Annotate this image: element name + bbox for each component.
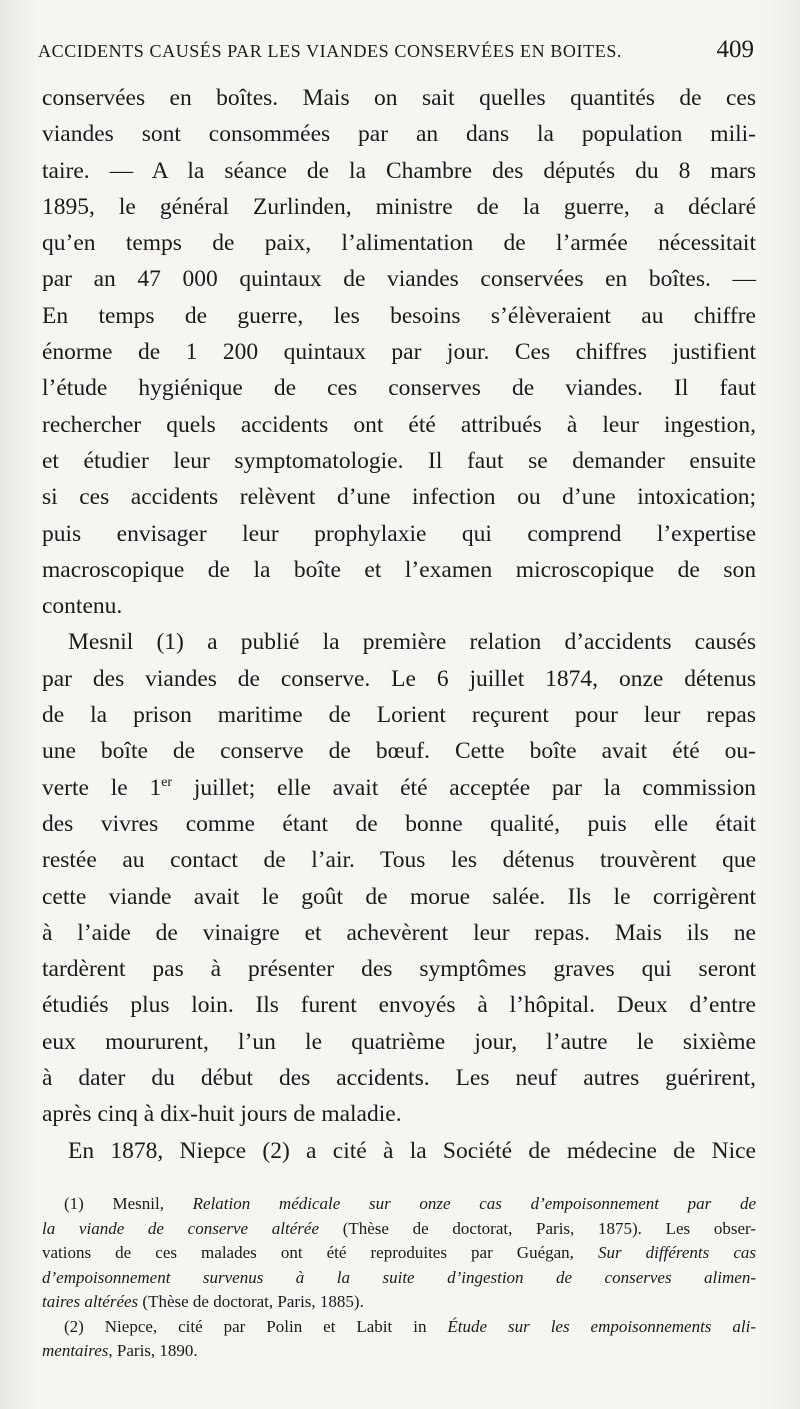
footnote-italic: Relation médicale sur onze cas d’empoisonnement par de: [192, 1194, 756, 1213]
text-line: et étudier leur symptomatologie. Il faut se demander ensuite: [42, 447, 756, 474]
text-line: cette viande avait le goût de morue salée. Ils le corrigèrent: [42, 883, 756, 910]
text-line: énorme de 1 200 quintaux par jour. Ces chiffres justifient: [42, 339, 756, 366]
footnote-text: (2) Niepce, cité par Polin et Labit in: [64, 1316, 448, 1336]
text-line: tardèrent pas à présenter des symptômes graves qui seront: [42, 956, 756, 983]
superscript: er: [161, 774, 173, 790]
text-line: étudiés plus loin. Ils furent envoyés à l’hôpital. Deux d’entre: [42, 992, 756, 1019]
footnote-line: [42, 1266, 756, 1291]
footnote-line: [42, 1339, 756, 1364]
footnote-text: (1) Mesnil,: [64, 1194, 193, 1213]
footnote-text: (Thèse de doctorat, Paris, 1875). Les obser-: [319, 1218, 756, 1238]
text-line: des vivres comme étant de bonne qualité, puis elle était: [42, 810, 756, 837]
text-line: 1895, le général Zurlinden, ministre de la guerre, a déclaré: [42, 193, 756, 220]
text-line: [42, 770, 756, 806]
footnotes: [42, 1192, 756, 1364]
text-fragment: juillet; elle avait été acceptée par la commission: [172, 774, 756, 801]
footnote-italic: Étude sur les empoisonnements ali-: [447, 1316, 756, 1336]
text-line: par an 47 000 quintaux de viandes conservées en boîtes. —: [42, 266, 756, 293]
footnote-italic: la viande de conserve altérée: [42, 1218, 319, 1238]
footnote-line: [42, 1290, 756, 1315]
footnote-text: (Thèse de doctorat, Paris, 1885).: [138, 1292, 364, 1311]
footnote-italic: taires altérées: [42, 1292, 139, 1311]
page-number: 409: [716, 36, 754, 63]
footnote-line: [42, 1217, 756, 1242]
text-line: En temps de guerre, les besoins s’élèveraient au chiffre: [42, 302, 756, 329]
footnote-italic: mentaires: [42, 1341, 109, 1360]
text-line: si ces accidents relèvent d’une infection ou d’une intoxication;: [42, 484, 756, 511]
text-line: conservées en boîtes. Mais on sait quelles quantités de ces: [42, 85, 756, 111]
text-line: En 1878, Niepce (2) a cité à la Société de médecine de Nice: [68, 1137, 756, 1164]
text-line: Mesnil (1) a publié la première relation d’accidents causés: [68, 629, 756, 656]
text-line: puis envisager leur prophylaxie qui comprend l’expertise: [42, 520, 756, 547]
text-line: l’étude hygiénique de ces conserves de viandes. Il faut: [42, 375, 756, 402]
running-head: ACCIDENTS CAUSÉS PAR LES VIANDES CONSERVÉES EN BOITES.: [38, 41, 623, 61]
text-line: qu’en temps de paix, l’alimentation de l’armée nécessitait: [42, 230, 756, 257]
text-fragment: verte le 1: [42, 774, 162, 801]
body-text: [42, 80, 756, 1169]
text-line: par des viandes de conserve. Le 6 juillet 1874, onze détenus: [42, 665, 756, 692]
footnote-text: vations de ces malades ont été reproduites par Guégan,: [42, 1243, 598, 1262]
footnote-text: , Paris, 1890.: [108, 1341, 198, 1360]
footnote-italic: d’empoisonnement survenus à la suite d’ingestion de conserves alimen-: [42, 1267, 756, 1287]
text-line: taire. — A la séance de la Chambre des députés du 8 mars: [42, 157, 756, 184]
text-line: contenu.: [42, 593, 123, 620]
footnote-italic: Sur différents cas: [597, 1243, 756, 1262]
text-line: après cinq à dix-huit jours de maladie.: [42, 1101, 402, 1128]
text-line: eux moururent, l’un le quatrième jour, l’autre le sixième: [42, 1028, 756, 1055]
text-line: macroscopique de la boîte et l’examen microscopique de son: [42, 556, 756, 583]
page-header: [38, 36, 754, 70]
text-line: à dater du début des accidents. Les neuf autres guérirent,: [42, 1065, 756, 1092]
footnote-line: [42, 1315, 756, 1340]
text-line: rechercher quels accidents ont été attribués à leur ingestion,: [42, 411, 756, 438]
footnote-line: [42, 1241, 756, 1266]
footnote-line: [42, 1192, 756, 1217]
text-line: de la prison maritime de Lorient reçurent pour leur repas: [42, 702, 756, 729]
text-line: à l’aide de vinaigre et achevèrent leur repas. Mais ils ne: [42, 919, 756, 946]
text-line: une boîte de conserve de bœuf. Cette boîte avait été ou-: [42, 738, 756, 765]
text-line: viandes sont consommées par an dans la population mili-: [42, 121, 756, 148]
text-line: restée au contact de l’air. Tous les détenus trouvèrent que: [42, 847, 756, 874]
